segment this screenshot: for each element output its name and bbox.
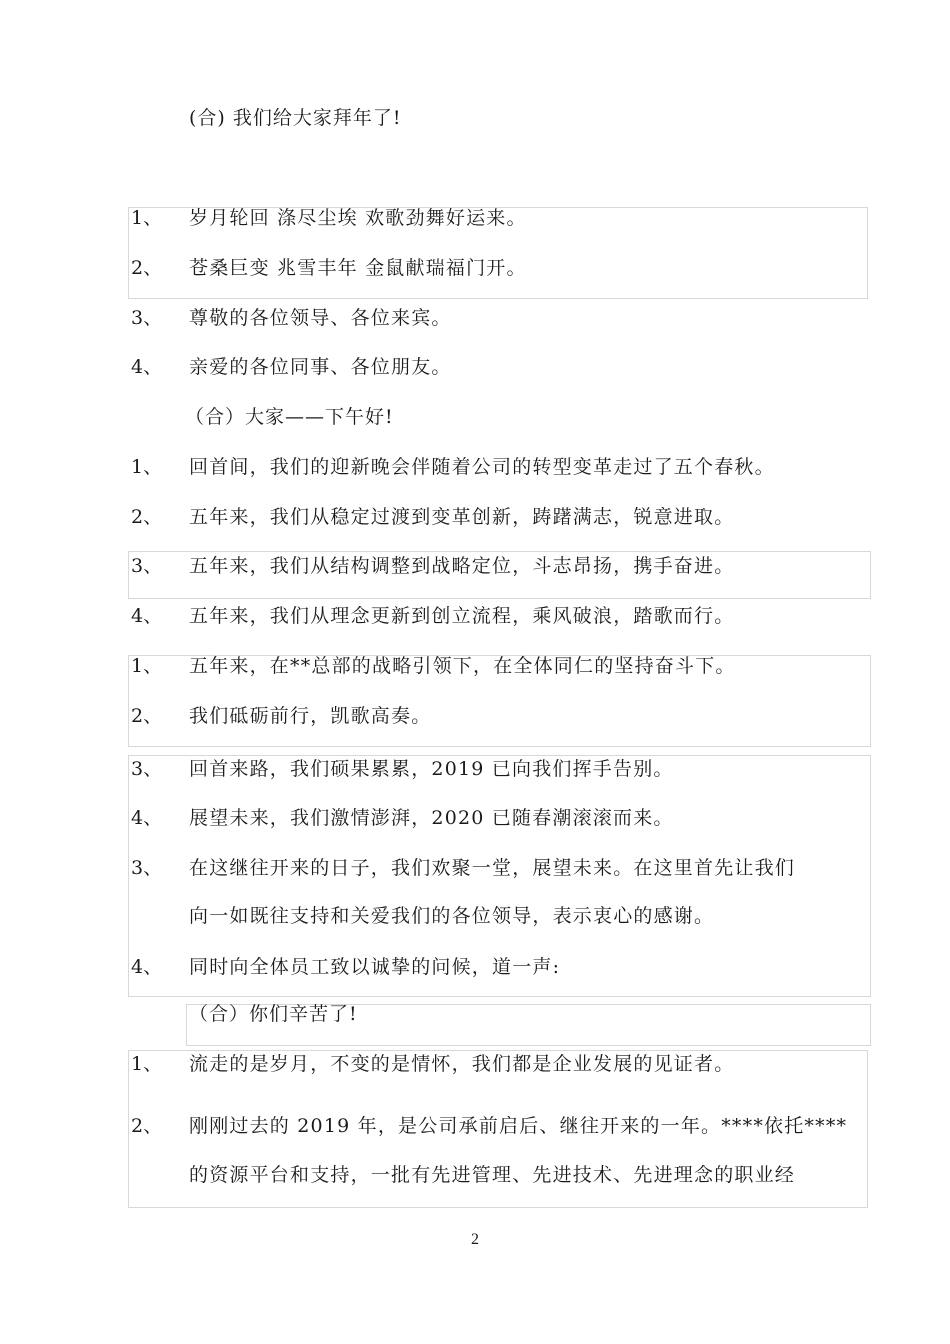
item-text: 五年来，在**总部的战略引领下，在全体同仁的坚持奋斗下。: [189, 655, 736, 677]
item-number: 2、: [131, 705, 163, 727]
item-number: 1、: [131, 1053, 163, 1075]
item-number: 3、: [131, 555, 163, 577]
item-number: 2、: [131, 506, 163, 528]
item-number: 4、: [131, 356, 163, 378]
item-number: 2、: [131, 257, 163, 279]
item-number: 4、: [131, 807, 163, 829]
item-number: 2、: [131, 1115, 163, 1137]
chorus-line: （合）你们辛苦了!: [189, 1003, 358, 1025]
item-text: 回首来路，我们硕果累累，2019 已向我们挥手告别。: [189, 758, 674, 780]
item-text: 刚刚过去的 2019 年，是公司承前启后、继往开来的一年。****依托****: [189, 1115, 848, 1137]
item-text: 我们砥砺前行，凯歌高奏。: [189, 705, 432, 727]
item-text: 尊敬的各位领导、各位来宾。: [189, 307, 452, 329]
item-text: 岁月轮回 涤尽尘埃 欢歌劲舞好运来。: [189, 207, 527, 229]
chorus-line: （合）大家——下午好!: [185, 406, 394, 428]
item-number: 4、: [131, 605, 163, 627]
opening-line: (合) 我们给大家拜年了!: [189, 107, 402, 129]
item-text: 展望未来，我们激情澎湃，2020 已随春潮滚滚而来。: [189, 807, 674, 829]
item-text-continued: 向一如既往支持和关爱我们的各位领导，表示衷心的感谢。: [189, 905, 715, 927]
item-number: 1、: [131, 456, 163, 478]
item-number: 3、: [131, 857, 163, 879]
item-number: 3、: [131, 758, 163, 780]
item-text: 五年来，我们从理念更新到创立流程，乘风破浪，踏歌而行。: [189, 605, 735, 627]
item-number: 3、: [131, 307, 163, 329]
item-text: 流走的是岁月，不变的是情怀，我们都是企业发展的见证者。: [189, 1053, 735, 1075]
item-text: 亲爱的各位同事、各位朋友。: [189, 356, 452, 378]
item-text: 五年来，我们从稳定过渡到变革创新，踌躇满志，锐意进取。: [189, 506, 735, 528]
item-text: 苍桑巨变 兆雪丰年 金鼠献瑞福门开。: [189, 257, 527, 279]
item-number: 1、: [131, 655, 163, 677]
item-number: 1、: [131, 207, 163, 229]
item-number: 4、: [131, 956, 163, 978]
item-text: 在这继往开来的日子，我们欢聚一堂，展望未来。在这里首先让我们: [189, 857, 796, 879]
item-text: 同时向全体员工致以诚挚的问候，道一声:: [189, 956, 561, 978]
item-text: 回首间，我们的迎新晚会伴随着公司的转型变革走过了五个春秋。: [189, 456, 775, 478]
item-text-continued: 的资源平台和支持，一批有先进管理、先进技术、先进理念的职业经: [189, 1164, 796, 1186]
item-text: 五年来，我们从结构调整到战略定位，斗志昂扬，携手奋进。: [189, 555, 735, 577]
page-number: 2: [471, 1231, 479, 1248]
